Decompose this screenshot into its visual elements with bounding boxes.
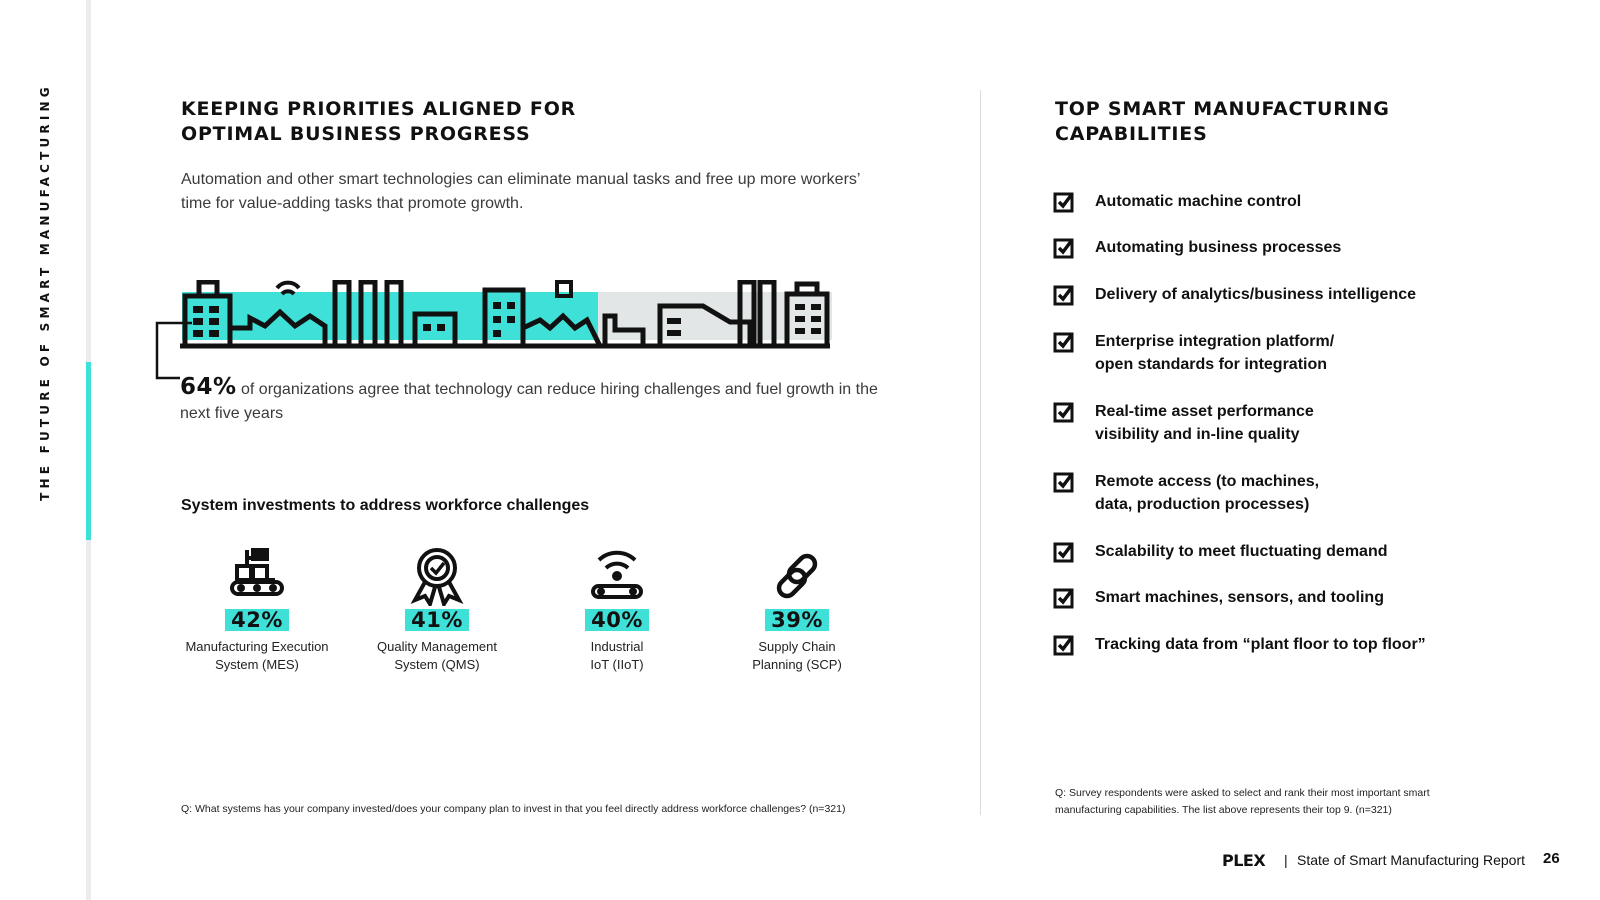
capability-line1: Remote access (to machines, xyxy=(1095,473,1320,490)
capability-item xyxy=(1053,586,1384,609)
capability-line2: visibility and in-line quality xyxy=(1095,426,1300,443)
checkbox-icon xyxy=(1053,401,1075,423)
investment-scp-line2: Planning (SCP) xyxy=(752,657,842,672)
left-title-line1: KEEPING PRIORITIES ALIGNED FOR xyxy=(181,98,577,120)
investment-scp-pct: 39% xyxy=(765,609,829,631)
page-number: 26 xyxy=(1543,850,1560,867)
skyline-illustration xyxy=(155,280,855,390)
capability-line1: Automating business processes xyxy=(1095,239,1342,256)
investment-qms xyxy=(347,545,527,674)
chain-link-icon xyxy=(707,545,887,607)
checkbox-icon xyxy=(1053,191,1075,213)
lead-paragraph: Automation and other smart technologies can eliminate manual tasks and free up more workers’ time for value-adding tasks that promote growth. xyxy=(181,171,860,212)
plex-logo-text: PLEX xyxy=(1222,852,1266,868)
capability-item xyxy=(1053,330,1334,376)
capability-line1: Automatic machine control xyxy=(1095,193,1302,210)
investment-qms-line1: Quality Management xyxy=(377,639,497,654)
capability-line1: Real-time asset performance xyxy=(1095,403,1314,420)
investment-mes-pct: 42% xyxy=(225,609,289,631)
left-footnote: Q: What systems has your company invested/does your company plan to invest in that you feel directly address workforce challenges? (n=321) xyxy=(181,803,846,815)
checkbox-icon xyxy=(1053,634,1075,656)
checkbox-icon xyxy=(1053,331,1075,353)
right-footnote-line2: manufacturing capabilities. The list above represents their top 9. (n=321) xyxy=(1055,804,1392,816)
capability-item xyxy=(1053,283,1416,306)
investment-iiot xyxy=(527,545,707,674)
side-rail-accent xyxy=(86,362,91,540)
investment-scp-line1: Supply Chain xyxy=(758,639,836,654)
left-title xyxy=(181,97,576,147)
report-name: State of Smart Manufacturing Report xyxy=(1297,852,1525,868)
capability-item xyxy=(1053,400,1314,446)
right-title-line1: TOP SMART MANUFACTURING xyxy=(1055,98,1390,120)
investment-iiot-label xyxy=(527,638,707,674)
left-title-line2: OPTIMAL BUSINESS PROGRESS xyxy=(181,123,531,145)
capability-line1: Enterprise integration platform/ xyxy=(1095,333,1335,350)
investment-scp xyxy=(707,545,887,674)
stat-64 xyxy=(180,375,880,426)
capability-line1: Tracking data from “plant floor to top floor” xyxy=(1095,636,1426,653)
stat-value: 64% xyxy=(180,374,237,400)
investment-qms-pct: 41% xyxy=(405,609,469,631)
capability-item xyxy=(1053,236,1341,259)
capability-text xyxy=(1095,400,1314,446)
award-ribbon-icon xyxy=(347,545,527,607)
capability-item xyxy=(1053,633,1426,656)
capability-item xyxy=(1053,470,1319,516)
capability-text xyxy=(1095,633,1426,656)
investment-iiot-pct: 40% xyxy=(585,609,649,631)
checkbox-icon xyxy=(1053,541,1075,563)
column-divider xyxy=(980,90,981,815)
investment-qms-label xyxy=(347,638,527,674)
capability-line1: Smart machines, sensors, and tooling xyxy=(1095,589,1384,606)
stat-text: of organizations agree that technology can reduce hiring challenges and fuel growth in the next five years xyxy=(180,381,878,422)
right-footnote xyxy=(1055,785,1430,819)
checkbox-icon xyxy=(1053,471,1075,493)
right-footnote-line1: Q: Survey respondents were asked to select and rank their most important smart xyxy=(1055,787,1430,799)
capability-text xyxy=(1095,540,1388,563)
capability-line2: data, production processes) xyxy=(1095,496,1310,513)
capability-text xyxy=(1095,283,1416,306)
investment-scp-label xyxy=(707,638,887,674)
capability-text xyxy=(1095,470,1319,516)
capability-line1: Scalability to meet fluctuating demand xyxy=(1095,543,1388,560)
investment-mes-line1: Manufacturing Execution xyxy=(185,639,329,654)
investment-qms-line2: System (QMS) xyxy=(394,657,480,672)
checkbox-icon xyxy=(1053,587,1075,609)
checkbox-icon xyxy=(1053,237,1075,259)
capability-text xyxy=(1095,190,1301,213)
investments-heading: System investments to address workforce challenges xyxy=(181,497,590,514)
investment-iiot-line1: Industrial xyxy=(590,639,644,654)
checkbox-icon xyxy=(1053,284,1075,306)
investment-iiot-line2: IoT (IIoT) xyxy=(590,657,644,672)
right-title xyxy=(1055,97,1390,147)
investment-mes xyxy=(167,545,347,674)
capability-item xyxy=(1053,190,1301,213)
section-label-text: THE FUTURE OF SMART MANUFACTURING xyxy=(38,83,52,501)
capability-text xyxy=(1095,586,1384,609)
capability-item xyxy=(1053,540,1388,563)
capability-line1: Delivery of analytics/business intelligence xyxy=(1095,286,1417,303)
capability-text xyxy=(1095,236,1341,259)
factory-robot-icon xyxy=(167,545,347,607)
capability-text xyxy=(1095,330,1334,376)
capability-line2: open standards for integration xyxy=(1095,356,1328,373)
investment-mes-line2: System (MES) xyxy=(215,657,299,672)
plex-logo xyxy=(1222,852,1278,868)
right-title-line2: CAPABILITIES xyxy=(1055,123,1208,145)
wifi-conveyor-icon xyxy=(527,545,707,607)
footer-separator: | xyxy=(1284,852,1288,868)
investment-mes-label xyxy=(167,638,347,674)
